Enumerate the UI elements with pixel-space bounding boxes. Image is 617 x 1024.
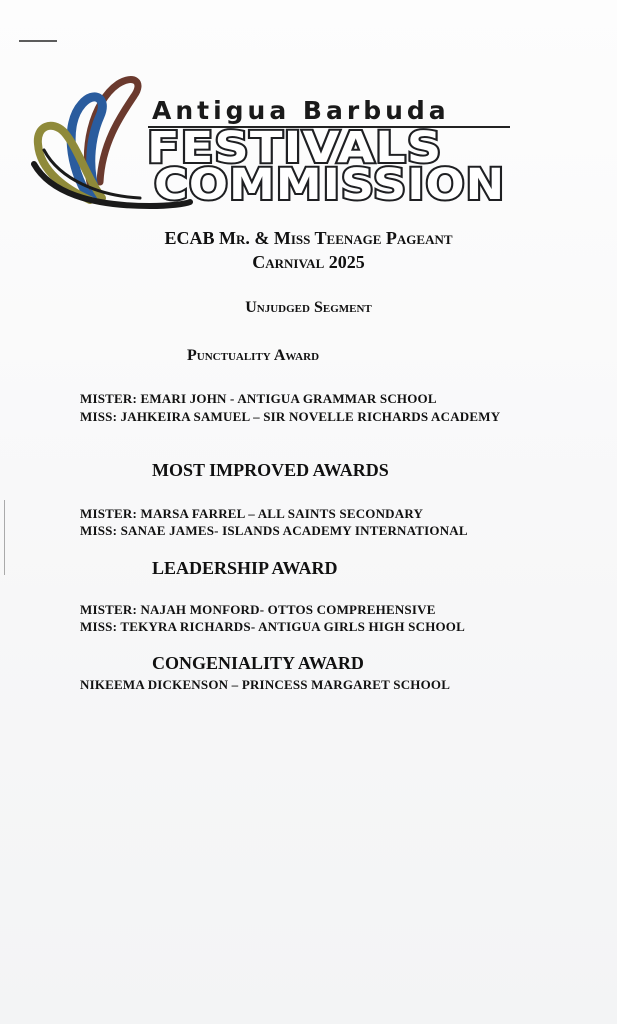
award-winner-leadership-mister: MISTER: NAJAH MONFORD- OTTOS COMPREHENSIVE <box>80 602 436 617</box>
event-title-line1: ECAB Mr. & Miss Teenage Pageant <box>164 228 453 248</box>
award-heading-congeniality: CONGENIALITY AWARD <box>152 653 364 673</box>
award-winner-punctuality-mister: MISTER: EMARI JOHN - ANTIGUA GRAMMAR SCHOOL <box>80 391 437 406</box>
event-title <box>0 228 617 249</box>
award-winner-most-improved-mister: MISTER: MARSA FARREL – ALL SAINTS SECONDARY <box>80 506 424 521</box>
award-heading-leadership: LEADERSHIP AWARD <box>152 558 338 578</box>
award-winner-most-improved-miss: MISS: SANAE JAMES- ISLANDS ACADEMY INTERNATIONAL <box>80 523 468 538</box>
event-subtitle <box>0 252 617 273</box>
segment-heading <box>0 299 617 317</box>
logo-subtitle: Antigua Barbuda <box>152 96 450 125</box>
logo-title-line1: FESTIVALS <box>147 123 443 173</box>
segment-title: Unjudged Segment <box>245 299 372 316</box>
award-heading-most-improved: MOST IMPROVED AWARDS <box>152 460 389 480</box>
award-winner-leadership-miss: MISS: TEKYRA RICHARDS- ANTIGUA GIRLS HIGH SCHOOL <box>80 619 465 634</box>
scan-edge-mark <box>4 500 5 575</box>
event-title-line2: Carnival 2025 <box>252 252 365 272</box>
scan-mark <box>19 40 57 42</box>
festivals-commission-logo <box>30 72 590 212</box>
award-winner-congeniality: NIKEEMA DICKENSON – PRINCESS MARGARET SCHOOL <box>80 677 451 692</box>
award-winner-punctuality-miss: MISS: JAHKEIRA SAMUEL – SIR NOVELLE RICHARDS ACADEMY <box>80 409 501 424</box>
logo-title-line2: COMMISSION <box>154 160 506 210</box>
award-heading-punctuality: Punctuality Award <box>187 347 320 364</box>
